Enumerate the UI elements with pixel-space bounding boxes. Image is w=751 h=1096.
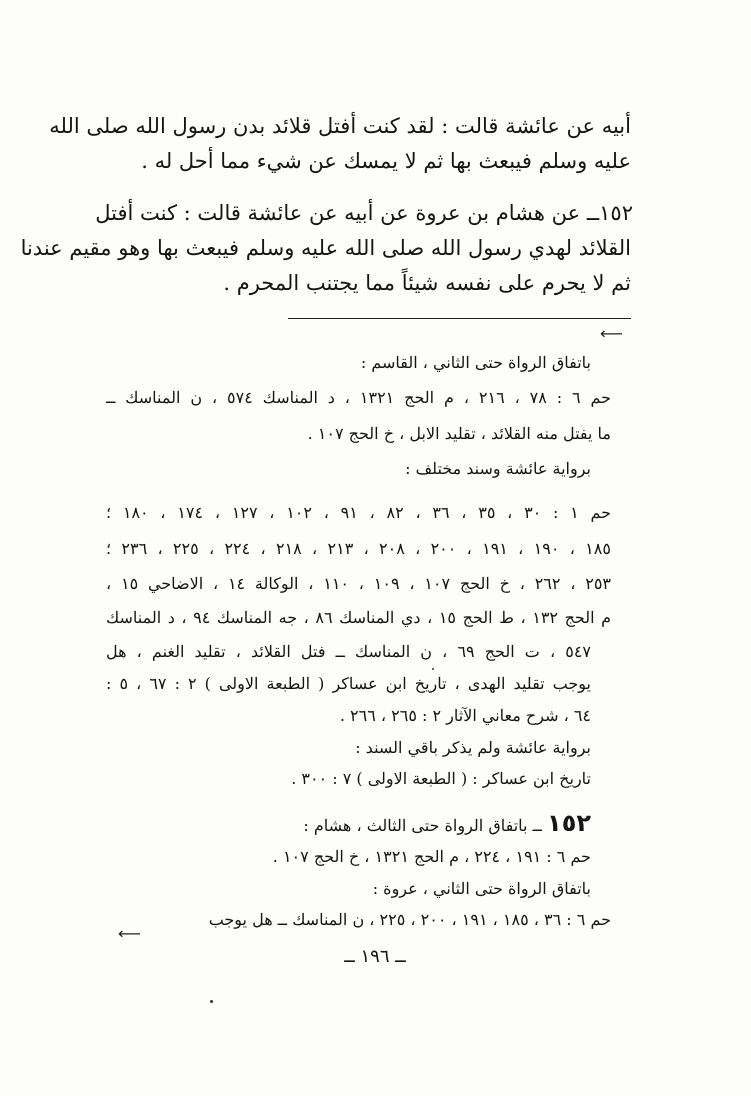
- footnote-line: م الحج ١٣٢ ، ط الحج ١٥ ، دي المناسك ٨٦ ، جه المناسك ٩٤ ، د المناسك: [106, 608, 612, 627]
- main-text-line: ١٥٢ــ عن هشام بن عروة عن أبيه عن عائشة قالت : كنت أفتل: [95, 201, 633, 225]
- hadith-number: ١٥٢: [547, 809, 591, 837]
- footnote-line: ١٨٥ ، ١٩٠ ، ١٩١ ، ٢٠٠ ، ٢٠٨ ، ٢١٣ ، ٢١٨ ، ٢٢٤ ، ٢٢٥ ، ٢٣٦ ؛: [106, 539, 611, 558]
- footnote-heading: باتفاق الرواة حتى الثاني ، القاسم :: [360, 353, 591, 372]
- scan-speck: [210, 1000, 213, 1003]
- footnote-heading-row: [106, 811, 591, 835]
- footnote-line: تاريخ ابن عساكر : ( الطبعة الاولى ) ٧ : ٣٠٠ .: [291, 769, 591, 788]
- footnote-line: يوجب تقليد الهدى ، تاريخ ابن عساكر ( الطبعة الاولى ) ٢ : ٦٧ ، ٥ :: [106, 674, 591, 693]
- footnote-heading: ــ باتفاق الرواة حتى الثالث ، هشام :: [303, 816, 542, 835]
- main-text-line: ثم لا يحرم على نفسه شيئاً مما يجتنب المحرم .: [223, 271, 631, 295]
- page-number: ــ ١٩٦ ــ: [344, 946, 406, 967]
- footnote-line: حم ٦ : ١٩١ ، ٢٢٤ ، م الحج ١٣٢١ ، خ الحج ١٠٧ .: [272, 847, 591, 866]
- footnote-line: ٥٤٧ ، ت الحج ٦٩ ، ن المناسك ــ فتل القلائد ، تقليد الغنم ، هل: [106, 642, 592, 661]
- footnote-heading: برواية عائشة وسند مختلف :: [405, 459, 591, 478]
- scan-speck: [432, 668, 434, 670]
- footnote-line: ما يفتل منه القلائد ، تقليد الابل ، خ الحج ١٠٧ .: [307, 424, 611, 443]
- main-text-line: القلائد لهدي رسول الله صلى الله عليه وسلم فيبعث بها وهو مقيم عندنا: [20, 236, 631, 260]
- footnote-line: حم ٦ : ٣٦ ، ١٨٥ ، ١٩١ ، ٢٠٠ ، ٢٢٥ ، ن المناسك ــ هل يوجب: [208, 910, 611, 929]
- left-arrow-icon: ⟵: [600, 324, 623, 343]
- main-text-line: أبيه عن عائشة قالت : لقد كنت أفتل قلائد بدن رسول الله صلى الله: [49, 114, 631, 138]
- footnote-separator: [288, 318, 631, 319]
- footnote-line: حم ٦ : ٧٨ ، ٢١٦ ، م الحج ١٣٢١ ، د المناسك ٥٧٤ ، ن المناسك ــ: [106, 388, 612, 407]
- footnote-heading: برواية عائشة ولم يذكر باقي السند :: [355, 738, 591, 757]
- footnote-line: ٦٤ ، شرح معاني الآثار ٢ : ٢٦٥ ، ٢٦٦ .: [339, 706, 591, 725]
- footnote-line: حم ١ : ٣٠ ، ٣٥ ، ٣٦ ، ٨٢ ، ٩١ ، ١٠٢ ، ١٢٧ ، ١٧٤ ، ١٨٠ ؛: [106, 503, 612, 522]
- footnote-heading: باتفاق الرواة حتى الثاني ، عروة :: [372, 879, 591, 898]
- left-arrow-icon: ⟵: [118, 924, 141, 943]
- footnote-line: ٢٥٣ ، ٢٦٢ ، خ الحج ١٠٧ ، ١٠٩ ، ١١٠ ، الوكالة ١٤ ، الاضاحي ١٥ ،: [106, 574, 612, 593]
- main-text-line: عليه وسلم فيبعث بها ثم لا يمسك عن شيء مما أحل له .: [141, 149, 631, 173]
